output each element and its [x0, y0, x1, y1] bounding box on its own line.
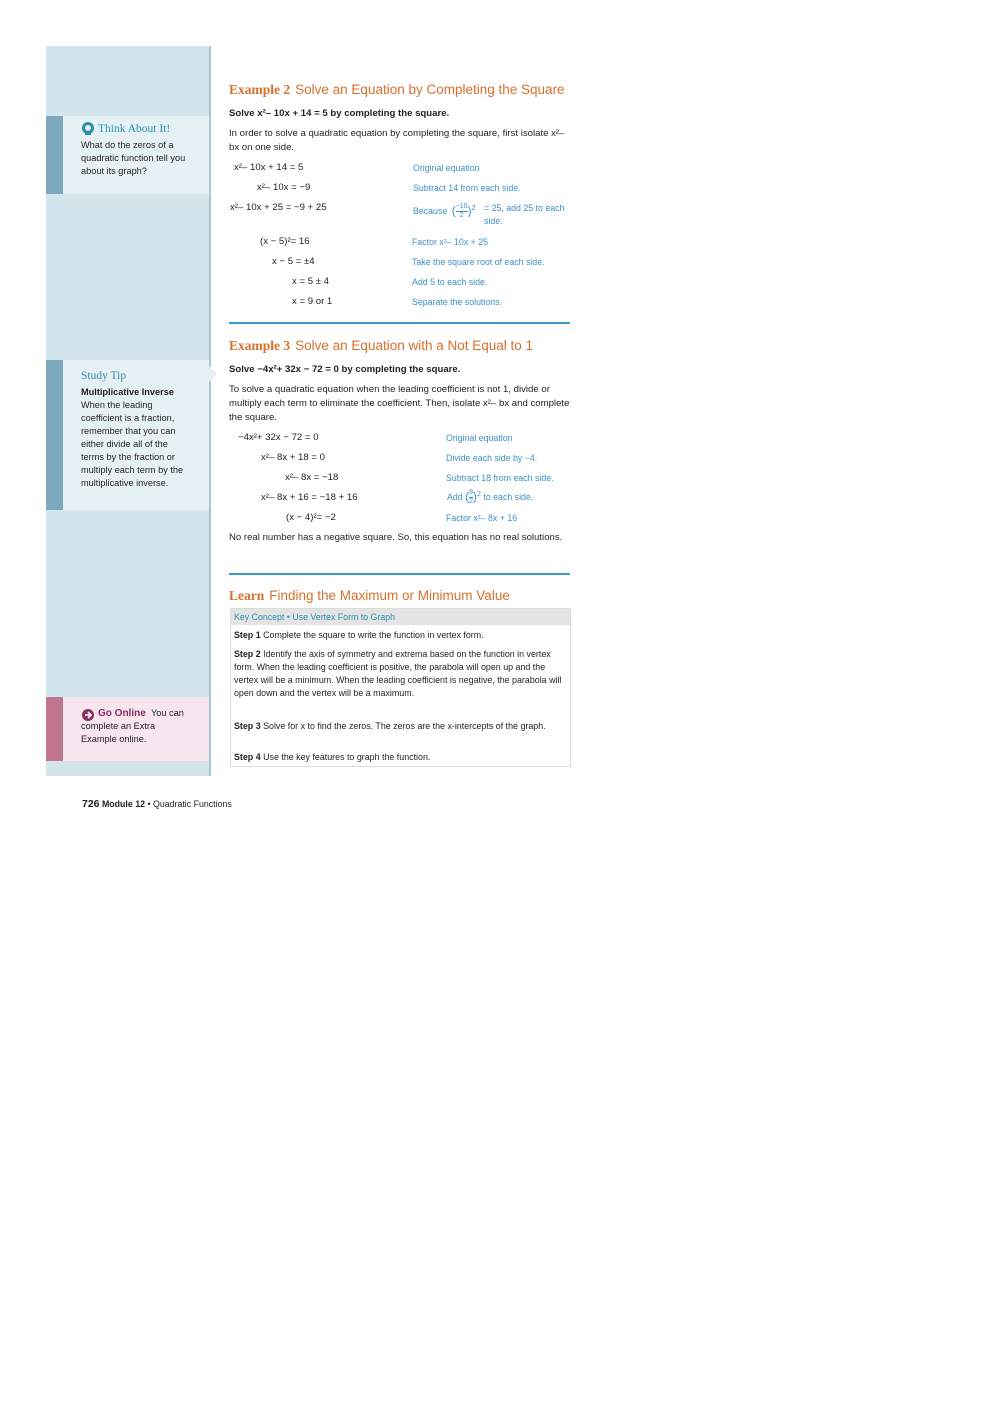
ex3-eq-4: x²– 8x + 16 = −18 + 16	[261, 492, 358, 503]
example3-heading	[229, 338, 533, 354]
ex3-frac-den: 2	[469, 498, 474, 506]
ex2-eq-7: x = 9 or 1	[292, 296, 333, 307]
example2-heading	[229, 82, 565, 98]
example3-intro: To solve a quadratic equation when the leading coefficient is not 1, divide or multiply each term to eliminate the coefficient. Then, isolate x²– bx and complete the square.	[229, 384, 570, 423]
ex2-eq-5: x − 5 = ±4	[272, 256, 315, 267]
lightbulb-icon	[81, 122, 95, 136]
key-concept-box	[230, 608, 571, 767]
ex2-note-1: Original equation	[413, 163, 480, 173]
ex2-note-2: Subtract 14 from each side.	[413, 183, 521, 193]
go-online-box[interactable]	[46, 697, 209, 761]
kc-step-3-num: Step 3	[234, 721, 261, 731]
ex3-note-1: Original equation	[446, 433, 513, 443]
learn-title: Finding the Maximum or Minimum Value	[269, 588, 510, 603]
go-online-title[interactable]: Go Online	[98, 708, 146, 719]
study-box-bar	[46, 360, 63, 510]
example2-divider	[229, 322, 570, 324]
study-tip-subtitle: Multiplicative Inverse	[81, 387, 174, 397]
ex2-frac-den: 2	[459, 212, 464, 220]
kc-step-3-text: Solve for x to find the zeros. The zeros are the x-intercepts of the graph.	[263, 721, 546, 731]
kc-step-2	[234, 648, 565, 700]
ex3-note-4: to each side.	[483, 491, 534, 502]
ex3-frac-num: 8	[469, 489, 474, 497]
example3-label: Example 3	[229, 338, 291, 353]
ex2-note-3: = 25, add 25 to each side.	[484, 203, 565, 226]
ex2-eq-3: x²– 10x + 25 = −9 + 25	[230, 202, 327, 213]
study-tip-text: When the leading coefficient is a fraction, remember that you can either divide all of the terms by the fraction or multiply each term by the multiplicative inverse.	[81, 400, 184, 488]
think-about-it-box	[46, 116, 209, 194]
ex3-eq-2: x²– 8x + 18 = 0	[261, 452, 325, 463]
key-concept-title: Key Concept • Use Vertex Form to Graph	[234, 612, 396, 622]
ex2-eq-1: x²– 10x + 14 = 5	[234, 162, 304, 173]
footer-topic: Quadratic Functions	[153, 799, 232, 809]
online-box-bar	[46, 697, 63, 761]
ex2-eq-2: x²– 10x = −9	[257, 182, 311, 193]
ex2-because-word: Because	[413, 205, 448, 216]
kc-step-2-num: Step 2	[234, 649, 261, 659]
ex2-because	[413, 202, 475, 220]
ex2-eq-4: (x − 5)²= 16	[260, 236, 310, 247]
page-number: 726	[82, 798, 100, 810]
example2-title: Solve an Equation by Completing the Square	[295, 82, 565, 97]
learn-label: Learn	[229, 588, 265, 603]
ex3-note-2: Divide each side by −4.	[446, 453, 538, 463]
example3-divider	[229, 573, 570, 575]
ex3-note-3: Subtract 18 from each side.	[446, 473, 554, 483]
ex3-eq-1: −4x²+ 32x − 72 = 0	[238, 432, 319, 443]
learn-heading	[229, 588, 510, 604]
kc-step-4-num: Step 4	[234, 752, 261, 762]
ex3-eq-5: (x − 4)²= −2	[286, 512, 336, 523]
ex2-note-5: Take the square root of each side.	[412, 257, 545, 267]
ex2-frac-num: −10	[455, 203, 468, 211]
think-box-bar	[46, 116, 63, 194]
page-footer	[82, 798, 232, 810]
go-online-text: You can complete an Extra Example online.	[81, 708, 184, 744]
ex2-note-7: Separate the solutions.	[412, 297, 502, 307]
module-label: Module 12	[101, 799, 145, 809]
footer-separator: •	[147, 799, 151, 809]
example2-label: Example 2	[229, 82, 291, 97]
example3-conclusion: No real number has a negative square. So, this equation has no real solutions.	[229, 532, 563, 543]
think-title: Think About It!	[98, 123, 171, 135]
example3-title: Solve an Equation with a Not Equal to 1	[295, 338, 534, 353]
ex3-fraction: ( $\frac{8}{2}$ )	[465, 489, 478, 506]
example3-lead: Solve −4x²+ 32x − 72 = 0 by completing the square.	[229, 364, 461, 375]
ex3-frac-exp: 2	[477, 491, 481, 498]
ex3-note-5: Factor x²– 8x + 16	[446, 513, 518, 523]
ex2-note-4: Factor x²– 10x + 25	[412, 237, 489, 247]
kc-step-1-num: Step 1	[234, 630, 261, 640]
ex2-eq-6: x = 5 ± 4	[292, 276, 329, 287]
key-concept-header	[231, 609, 570, 625]
example2-lead: Solve x²– 10x + 14 = 5 by completing the square.	[229, 108, 450, 119]
example2-intro: In order to solve a quadratic equation by completing the square, first isolate x²– bx on one side.	[229, 128, 565, 153]
study-tip-box	[46, 360, 209, 510]
kc-step-3	[234, 720, 565, 733]
ex3-add	[447, 488, 533, 506]
think-text: What do the zeros of a quadratic function tell you about its graph?	[81, 140, 186, 176]
kc-step-4-text: Use the key features to graph the function.	[263, 752, 431, 762]
ex2-fraction: ( $\frac{-10}{2}$ )	[451, 203, 472, 220]
kc-step-1	[234, 629, 564, 642]
sidebar	[46, 46, 211, 776]
kc-step-4	[234, 751, 564, 764]
ex3-eq-3: x²– 8x = −18	[285, 472, 339, 483]
kc-step-2-text: Identify the axis of symmetry and extrema based on the function in vertex form. When the leading coefficient is positive, the parabola will open up and the vertex will be a minimum. When the leading coefficient is negative, the parabola will open down and the vertex will be a maximum.	[234, 649, 562, 698]
ex2-note-6: Add 5 to each side.	[412, 277, 488, 287]
study-tip-title: Study Tip	[81, 370, 127, 382]
kc-step-1-text: Complete the square to write the function in vertex form.	[263, 630, 484, 640]
ex2-frac-exp: 2	[471, 205, 476, 212]
ex3-add-word: Add	[447, 491, 463, 502]
